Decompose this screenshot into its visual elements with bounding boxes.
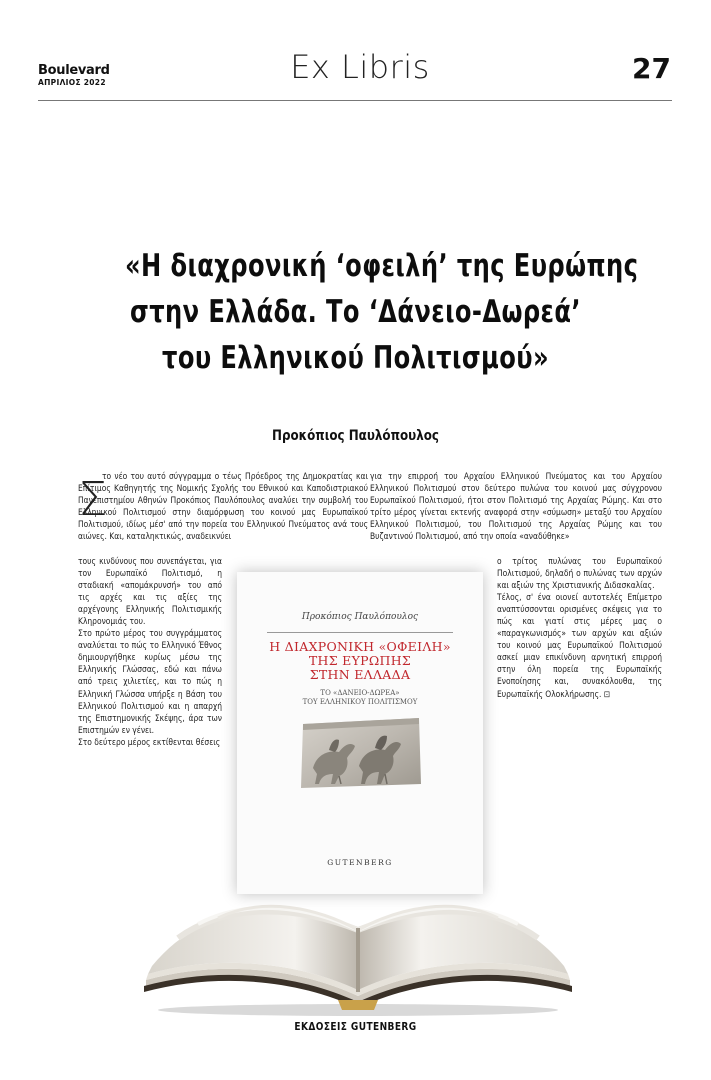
cover-title-line: ΤΗΣ ΕΥΡΩΠΗΣ [308,653,412,668]
end-mark-icon: ⊡ [603,688,611,699]
cover-title-line: ΣΤΗΝ ΕΛΛΑΔΑ [309,667,411,682]
section-title: Ex Libris [290,48,430,86]
paragraph: το νέο του αυτό σύγγραμμα ο τέως Πρόεδρος της Δημοκρατίας και Επίτιμος Καθηγητής της Νομικής Σχολής του Εθνικού και Καποδιστριακού Πανεπιστημίου Αθηνών Προκόπιος Παυλόπουλος αναλύει την συμβολή του Ελληνικού Πολιτισμού στην διαμόρφωση του κοινού μας Ευρωπαϊκού Πολιτισμού, ιδίως μέσ' από την πορεία του Ελληνικού Πνεύματος ανά τους αιώνες. Και, καταληκτικώς, αναδεικνύει [78,471,368,542]
book-cover [237,572,483,894]
column-1-top [78,470,368,542]
paragraph: Στο πρώτο μέρος του συγγράμματος αναλύεται το πώς το Ελληνικό Έθνος δημιουργήθηκε κυρίως μέσω της Ελληνικής Γλώσσας, εδώ και πάνω από τρεις χιλιετίες, και το πώς η Ελληνική Γλώσσα υπήρξε η Βάση του Ελληνικού Πολιτισμού και η απαρχή της Επιστημονικής Σκέψης, άρα των Επιστημών εν γένει. [78,628,222,735]
column-2-top [370,470,662,542]
cover-subtitle-line: ΤΟ «ΔΑΝΕΙΟ-ΔΩΡΕΑ» [320,689,400,697]
magazine-logo: Boulevard [38,63,110,78]
article-title [125,243,639,381]
paragraph: Τέλος, σ' ένα οιονεί αυτοτελές Επίμετρο αναπτύσσονται ορισμένες σκέψεις για το πώς και γιατί στις μέρες μας ο «παραγκωνισμός» των αρχών και αξιών του κοινού μας Ευρωπαϊκού Πολιτισμού ασκεί μιαν επικίνδυνη αρνητική επιρροή στην όλη πορεία της Ευρωπαϊκής Ενοποίησης και, συνακόλουθα, της Ευρωπαϊκής Ολοκλήρωσης. ⊡ [497,592,662,699]
cover-author: Προκόπιος Παυλόπουλος [301,612,419,622]
title-line: στην Ελλάδα. Το ‘Δάνειο-Δωρεά’ [130,294,581,330]
cover-title [237,640,483,682]
paragraph: για την επιρροή του Αρχαίου Ελληνικού Πνεύματος και του Αρχαίου Ελληνικού Πολιτισμού στον δεύτερο πυλώνα του κοινού μας σύγχρονου Ευρωπαϊκού Πολιτισμού, ήτοι στον Πολιτισμό της Αρχαίας Ρώμης. Και στο τρίτο μέρος γίνεται εκτενής αναφορά στην «σύμωση» μεταξύ του Αρχαίου Ελληνικού Πολιτισμού, του Πολιτισμού της Αρχαίας Ρώμης και του Βυζαντινού Πολιτισμού, από την οποία «αναδύθηκε» [370,471,662,542]
header-divider [38,100,672,101]
column-2-bottom [497,555,662,700]
publisher-footer: ΕΚΔΟΣΕΙΣ GUTENBERG [294,1020,417,1033]
title-line: «Η διαχρονική ‘οφειλή’ της Ευρώπης [125,248,639,284]
column-1-bottom [78,555,222,748]
article-author: Προκόπιος Παυλόπουλος [272,428,439,444]
paragraph: τους κινδύνους που συνεπάγεται, για τον Ευρωπαϊκό Πολιτισμό, η σταδιακή «απομάκρυνσή» του από τις αρχές και τις αξίες της αρχέγονης Ελληνικής Πολιτισμικής Κληρονομιάς του. [78,556,222,627]
cover-subtitle [237,689,483,706]
paragraph: ο τρίτος πυλώνας του Ευρωπαϊκού Πολιτισμού, δηλαδή ο πυλώνας των αρχών και αξιών της Χριστιανικής Διδασκαλίας. [497,556,662,591]
issue-date: ΑΠΡΙΛΙΟΣ 2022 [38,78,106,87]
cover-divider [267,632,453,633]
paragraph: Στο δεύτερο μέρος εκτίθενται θέσεις [78,736,221,747]
drop-cap: Σ [78,472,108,526]
title-line: του Ελληνικού Πολιτισμού» [162,340,549,376]
cover-publisher: GUTENBERG [327,858,393,867]
page-number: 27 [632,52,671,85]
cover-subtitle-line: ΤΟΥ ΕΛΛΗΝΙΚΟΥ ΠΟΛΙΤΙΣΜΟΥ [302,697,418,706]
marble-relief-image [299,714,423,790]
cover-title-line: Η ΔΙΑΧΡΟΝΙΚΗ «ΟΦΕΙΛΗ» [269,639,451,654]
